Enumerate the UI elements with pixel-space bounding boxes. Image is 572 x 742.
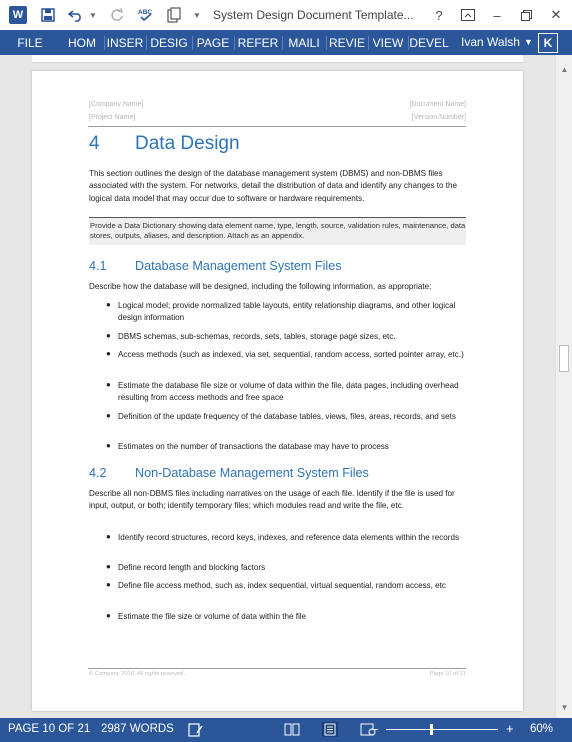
proofing-status-icon[interactable] <box>188 722 204 737</box>
undo-icon[interactable] <box>66 5 86 25</box>
list-item: Access methods (such as indexed, via set, sequential, random access, sorted pointer array, etc.) <box>118 350 464 359</box>
zoom-out-button[interactable]: − <box>371 722 379 737</box>
vertical-scrollbar[interactable] <box>555 55 572 718</box>
scroll-down-arrow-icon[interactable]: ▼ <box>560 703 569 712</box>
zoom-slider-thumb[interactable] <box>430 724 433 735</box>
list-item: Logical model; provide normalized table layouts, entity relationship diagrams, and other logical design information <box>118 301 456 323</box>
spelling-check-icon[interactable] <box>136 5 156 25</box>
help-button[interactable]: ? <box>435 7 443 23</box>
status-bar <box>0 718 572 742</box>
footer-copyright: © Company 2016. All rights reserved. <box>89 671 186 677</box>
heading-1-number: 4 <box>89 133 100 154</box>
bullet-icon: ● <box>106 562 111 571</box>
page-count-indicator[interactable]: PAGE 10 OF 21 <box>8 723 91 735</box>
bullet-icon: ● <box>106 580 111 589</box>
heading-1-title: Data Design <box>135 133 240 154</box>
list-item: Define record length and blocking factors <box>118 563 266 572</box>
restore-button[interactable] <box>515 5 537 25</box>
svg-text:ABC: ABC <box>138 9 153 16</box>
guidance-note: Provide a Data Dictionary showing data element name, type, length, source, validation rules, maintenance, data stores, outputs, aliases, and description. Attach as an appendix. <box>89 217 466 245</box>
title-bar <box>0 0 572 30</box>
zoom-slider-track[interactable] <box>386 729 498 730</box>
bullet-icon: ● <box>106 532 111 541</box>
heading-4-1-number: 4.1 <box>89 259 107 273</box>
bullet-icon: ● <box>106 411 111 420</box>
ribbon-display-options-icon[interactable] <box>457 5 479 25</box>
header-document-name: [Document Name] <box>409 101 466 108</box>
bullet-icon: ● <box>106 331 111 340</box>
bullet-icon: ● <box>106 611 111 620</box>
previous-page-edge <box>32 55 523 63</box>
header-company-name: [Company Name] <box>89 101 144 108</box>
tab-design[interactable]: DESIG <box>150 35 188 50</box>
tab-insert[interactable]: INSER <box>106 35 144 50</box>
minimize-button[interactable]: – <box>493 7 501 23</box>
bullet-icon: ● <box>106 441 111 450</box>
list-item: Estimates on the number of transactions the database may have to process <box>118 442 389 451</box>
word-count-indicator[interactable]: 2987 WORDS <box>101 723 174 735</box>
list-item: Estimate the file size or volume of data within the file <box>118 612 307 621</box>
user-menu-caret-icon[interactable]: ▼ <box>524 37 533 47</box>
zoom-in-button[interactable]: + <box>506 721 514 736</box>
header-project-name: [Project Name] <box>89 114 136 121</box>
tab-mailings[interactable]: MAILI <box>288 35 320 50</box>
save-icon[interactable] <box>38 5 58 25</box>
tab-page-layout[interactable]: PAGE <box>196 35 230 50</box>
tab-view[interactable]: VIEW <box>372 35 404 50</box>
header-version-number: [Version Number] <box>411 114 466 121</box>
heading-4-2-number: 4.2 <box>89 466 107 480</box>
tab-developer[interactable]: DEVEL <box>409 35 449 50</box>
document-title: System Design Document Template... <box>213 8 414 22</box>
bullet-icon: ● <box>106 380 111 389</box>
scrollbar-thumb[interactable] <box>559 345 569 372</box>
heading-4-2-title: Non-Database Management System Files <box>135 466 369 480</box>
list-item: Definition of the update frequency of the database tables, views, files, areas, records, and sets <box>118 412 456 421</box>
header-rule <box>88 126 466 127</box>
bullet-icon: ● <box>106 349 111 358</box>
tab-file[interactable]: FILE <box>0 30 60 55</box>
close-button[interactable]: ✕ <box>550 7 562 22</box>
list-item: Define file access method, such as, index sequential, virtual sequential, random access, etc <box>118 581 446 590</box>
section-4-1-intro: Describe how the database will be designed, including the following information, as appropriate: <box>89 282 432 291</box>
ribbon-tab-bar <box>0 30 572 55</box>
redo-icon[interactable] <box>107 5 127 25</box>
tab-home[interactable]: HOM <box>68 35 96 50</box>
read-mode-icon[interactable] <box>284 722 300 737</box>
document-page[interactable] <box>32 71 523 711</box>
scroll-up-arrow-icon[interactable]: ▲ <box>560 65 569 74</box>
print-layout-icon[interactable] <box>322 722 338 737</box>
user-avatar[interactable]: K <box>538 33 558 53</box>
undo-dropdown-icon[interactable]: ▼ <box>89 10 97 20</box>
heading-4-1-title: Database Management System Files <box>135 259 342 273</box>
zoom-level[interactable]: 60% <box>530 723 554 735</box>
tab-references[interactable]: REFER <box>237 35 279 50</box>
list-item: DBMS schemas, sub-schemas, records, sets, tables, storage page sizes, etc. <box>118 332 396 341</box>
document-canvas <box>0 55 555 718</box>
customize-toolbar-icon[interactable]: ▼ <box>193 10 201 20</box>
word-app-icon[interactable]: W <box>9 6 27 24</box>
section-4-2-intro: Describe all non-DBMS files including narratives on the usage of each file. Identify if the file is used for input, output, or both; identify temporary files; which modules read and write the file, etc. <box>89 489 455 511</box>
touch-mode-icon[interactable] <box>164 5 184 25</box>
list-item: Identify record structures, record keys, indexes, and reference data elements within the records <box>118 533 460 542</box>
section-intro-paragraph: This section outlines the design of the database management system (DBMS) and non-DBMS files associated with the system. For networks, detail the distribution of data and identify any changes to the logical data model that may occur due to software or hardware requirements. <box>89 169 458 203</box>
footer-rule <box>88 668 466 669</box>
user-account-name[interactable]: Ivan Walsh <box>461 35 520 49</box>
tab-review[interactable]: REVIE <box>328 35 365 50</box>
bullet-icon: ● <box>106 300 111 309</box>
list-item: Estimate the database file size or volume of data within the file, data pages, including overhead resulting from access methods and free space <box>118 381 459 403</box>
footer-page-number: Page 10 of 21 <box>429 671 466 677</box>
